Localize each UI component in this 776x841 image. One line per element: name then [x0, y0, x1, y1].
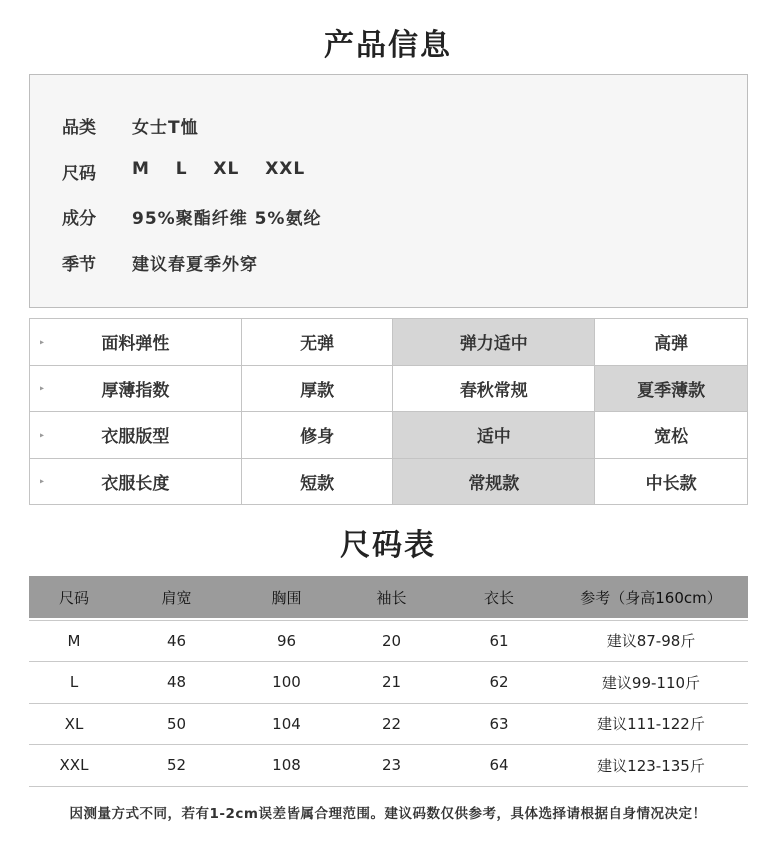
attribute-option: 无弹: [241, 319, 393, 366]
info-label: 尺码: [62, 164, 96, 184]
size-chart-column-header: 衣长: [444, 576, 554, 618]
size-chart-cell: 48: [119, 662, 234, 704]
attribute-label: 衣服版型: [101, 427, 170, 448]
attribute-label: 厚薄指数: [101, 380, 170, 401]
size-chart-header: [29, 576, 748, 618]
attribute-option: 春秋常规: [393, 365, 595, 412]
triangle-right-icon: ▸: [40, 430, 45, 440]
attribute-label: 衣服长度: [101, 473, 170, 494]
attribute-label-cell: [30, 458, 242, 505]
size-chart-column-header: 袖长: [339, 576, 444, 618]
attribute-option-selected: 夏季薄款: [595, 365, 748, 412]
size-chart-cell: 61: [444, 620, 554, 662]
attribute-row: [30, 319, 748, 366]
info-row-season: [62, 250, 258, 275]
attribute-option: 中长款: [595, 458, 748, 505]
size-chart-cell: 建议123-135斤: [554, 745, 748, 787]
attribute-option: 高弹: [595, 319, 748, 366]
attribute-label-cell: [30, 319, 242, 366]
size-chart-cell: 104: [234, 703, 339, 745]
size-chart-row: [29, 620, 748, 662]
measurement-note: 因测量方式不同，若有1-2cm误差皆属合理范围。建议码数仅供参考，具体选择请根据自身情况决定！: [69, 806, 707, 822]
size-chart-cell: XXL: [29, 745, 119, 787]
size-chart-cell: 23: [339, 745, 444, 787]
size-chart-cell: M: [29, 620, 119, 662]
size-chart-row: [29, 662, 748, 704]
size-chart-cell: 63: [444, 703, 554, 745]
size-chart-cell: 50: [119, 703, 234, 745]
size-chart-cell: 64: [444, 745, 554, 787]
size-chart-cell: 建议87-98斤: [554, 620, 748, 662]
size-chart-cell: XL: [29, 703, 119, 745]
attribute-label: 面料弹性: [101, 334, 170, 355]
size-chart-table: [29, 576, 748, 787]
info-value: 女士T恤: [132, 118, 199, 138]
info-label: 季节: [62, 255, 96, 275]
product-info-title: 产品信息: [324, 28, 452, 63]
size-chart-column-header: 尺码: [29, 576, 119, 618]
triangle-right-icon: ▸: [40, 337, 45, 347]
attribute-option: 宽松: [595, 412, 748, 459]
info-value: 建议春夏季外穿: [132, 255, 258, 275]
size-chart-cell: 100: [234, 662, 339, 704]
size-chart-column-header: 参考（身高160cm）: [554, 576, 748, 618]
size-chart-cell: 62: [444, 662, 554, 704]
size-chart-cell: 46: [119, 620, 234, 662]
attribute-table: [29, 318, 748, 505]
size-chart-cell: 建议99-110斤: [554, 662, 748, 704]
size-chart-cell: 21: [339, 662, 444, 704]
size-chart-row: [29, 745, 748, 787]
size-chart-cell: 22: [339, 703, 444, 745]
attribute-option-selected: 适中: [393, 412, 595, 459]
info-label: 品类: [62, 118, 96, 138]
attribute-label-cell: [30, 365, 242, 412]
size-chart-column-header: 胸围: [234, 576, 339, 618]
size-chart-cell: L: [29, 662, 119, 704]
attribute-option: 短款: [241, 458, 393, 505]
triangle-right-icon: ▸: [40, 476, 45, 486]
size-chart-cell: 建议111-122斤: [554, 703, 748, 745]
size-chart-cell: 96: [234, 620, 339, 662]
attribute-label-cell: [30, 412, 242, 459]
info-row-material: [62, 204, 321, 229]
attribute-option: 修身: [241, 412, 393, 459]
info-row-category: [62, 113, 199, 138]
info-row-size: [62, 159, 305, 184]
size-chart-cell: 108: [234, 745, 339, 787]
info-value: M L XL XXL: [132, 159, 306, 179]
attribute-option-selected: 常规款: [393, 458, 595, 505]
triangle-right-icon: ▸: [40, 383, 45, 393]
info-value: 95%聚酯纤维 5%氨纶: [132, 209, 322, 229]
size-chart-cell: 20: [339, 620, 444, 662]
size-chart-title: 尺码表: [340, 528, 436, 563]
attribute-row: [30, 458, 748, 505]
info-label: 成分: [62, 209, 96, 229]
attribute-row: [30, 412, 748, 459]
attribute-option: 厚款: [241, 365, 393, 412]
size-chart-row: [29, 703, 748, 745]
size-chart-cell: 52: [119, 745, 234, 787]
product-info-panel: [29, 74, 748, 308]
attribute-row: [30, 365, 748, 412]
attribute-option-selected: 弹力适中: [393, 319, 595, 366]
size-chart-column-header: 肩宽: [119, 576, 234, 618]
